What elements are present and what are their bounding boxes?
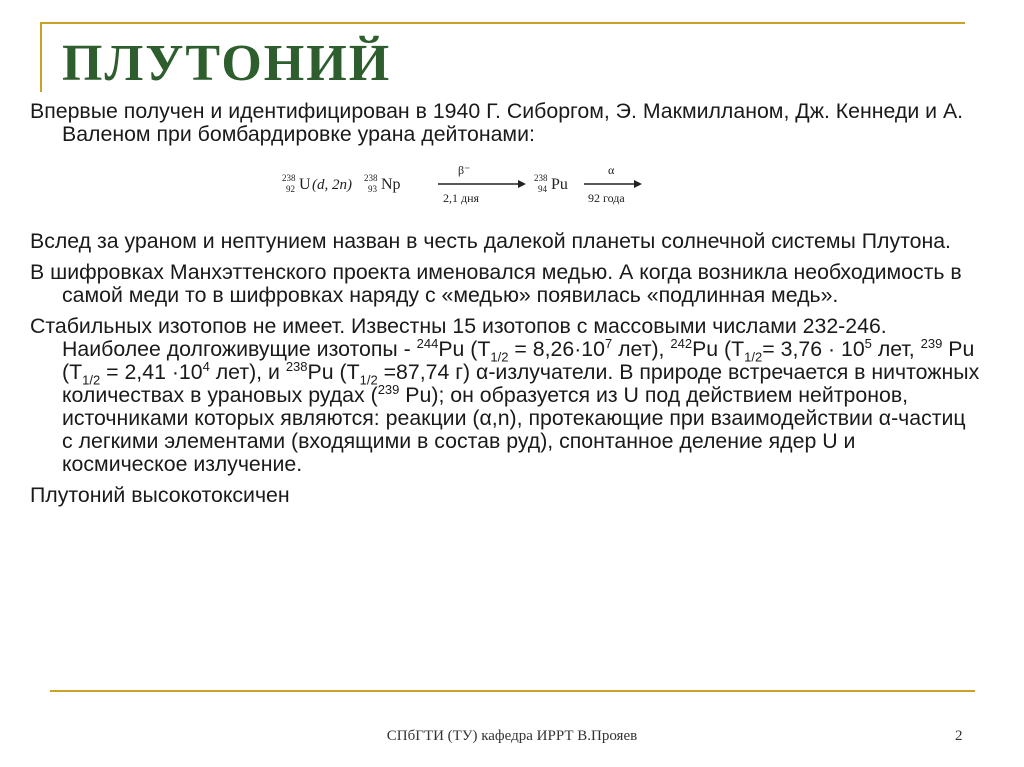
pu-mass-number: 238 — [534, 173, 548, 183]
exponent: 7 — [604, 335, 613, 351]
np-mass-number: 238 — [364, 173, 378, 183]
isotopes-text-12: =87,74 г) α-излучатели. В природе встречается в ничтожных количествах в урановых рудах ( — [62, 360, 980, 407]
pu-atomic-number: 94 — [538, 184, 547, 194]
arrow2-head — [634, 180, 642, 188]
pu238-mass: 238 — [285, 358, 308, 374]
isotopes-text-8: Pu (T — [62, 337, 975, 384]
exponent: 4 — [202, 358, 210, 374]
isotopes-text-13: Pu); он образуется из U под действием нейтронов, источниками которых являются: реакции (α,n), протекающие при взаимодействии α-частиц с легкими элементами (входящими в состав руд), спонтанное деление ядер U и космическое излучение. — [62, 383, 966, 476]
isotopes-text-9: = 2,41 ·10 — [100, 360, 203, 384]
top-rule — [40, 22, 965, 24]
reaction-equation — [30, 150, 980, 222]
half-life-subscript: 1/2 — [359, 372, 378, 388]
arrow1-label-bottom: 2,1 дня — [443, 191, 480, 205]
paragraph-discovery: Впервые получен и идентифицирован в 1940 Г. Сиборгом, Э. Макмилланом, Дж. Кеннеди и А. Валеном при бомбардировке урана дейтонами: — [30, 99, 964, 146]
pu239-ore-mass: 239 — [377, 381, 400, 397]
u-symbol: U — [299, 176, 311, 193]
page-number: 2 — [955, 728, 963, 744]
isotopes-text-4: лет), — [612, 337, 671, 361]
isotopes-text-7: лет, — [871, 337, 921, 361]
half-life-subscript: 1/2 — [744, 349, 763, 365]
paragraph-toxicity: Плутоний высокотоксичен — [30, 483, 290, 507]
pu-symbol: Pu — [551, 176, 568, 193]
arrow2-label-bottom: 92 года — [588, 191, 625, 205]
bottom-rule — [50, 690, 975, 692]
np-symbol: Np — [381, 176, 401, 193]
isotopes-text-2: Pu (T — [438, 337, 491, 361]
slide-content — [30, 100, 980, 515]
exponent: 5 — [864, 335, 872, 351]
pu244-mass: 244 — [416, 335, 439, 351]
isotopes-text-6: = 3,76 · 10 — [762, 337, 865, 361]
half-life-subscript: 1/2 — [82, 372, 101, 388]
pu239-mass: 239 — [920, 335, 943, 351]
left-rule — [40, 22, 42, 92]
slide-title: ПЛУТОНИЙ — [62, 35, 392, 92]
isotopes-text-3: = 8,26·10 — [508, 337, 605, 361]
isotopes-text-10: лет), и — [209, 360, 286, 384]
paragraph-naming: Вслед за ураном и нептунием назван в честь далекой планеты солнечной системы Плутона. — [30, 229, 951, 253]
arrow1-head — [518, 180, 526, 188]
isotopes-text-1: Стабильных изотопов не имеет. Известны 15 изотопов с массовыми числами 232-246. Наиболее долгоживущие изотопы - — [30, 314, 887, 361]
u-mass-number: 238 — [282, 173, 296, 183]
paragraph-manhattan: В шифровках Манхэттенского проекта именовался медью. А когда возникла необходимость в самой меди то в шифровках наряду с «медью» появилась «подлинная медь». — [30, 260, 962, 307]
reaction-process: (d, 2n) — [312, 177, 352, 193]
arrow2-label-top: α — [608, 163, 615, 177]
slide-footer: СПбГТИ (ТУ) кафедра ИРРТ В.Прояев — [386, 728, 638, 744]
isotopes-text-11: Pu (T — [307, 360, 360, 384]
arrow1-label-top: β⁻ — [458, 163, 471, 177]
reaction-diagram — [280, 156, 720, 218]
isotopes-text-5: Pu (T — [692, 337, 745, 361]
u-atomic-number: 92 — [286, 184, 295, 194]
np-atomic-number: 93 — [368, 184, 377, 194]
paragraph-isotopes — [30, 315, 980, 476]
pu242-mass: 242 — [670, 335, 693, 351]
half-life-subscript: 1/2 — [490, 349, 509, 365]
